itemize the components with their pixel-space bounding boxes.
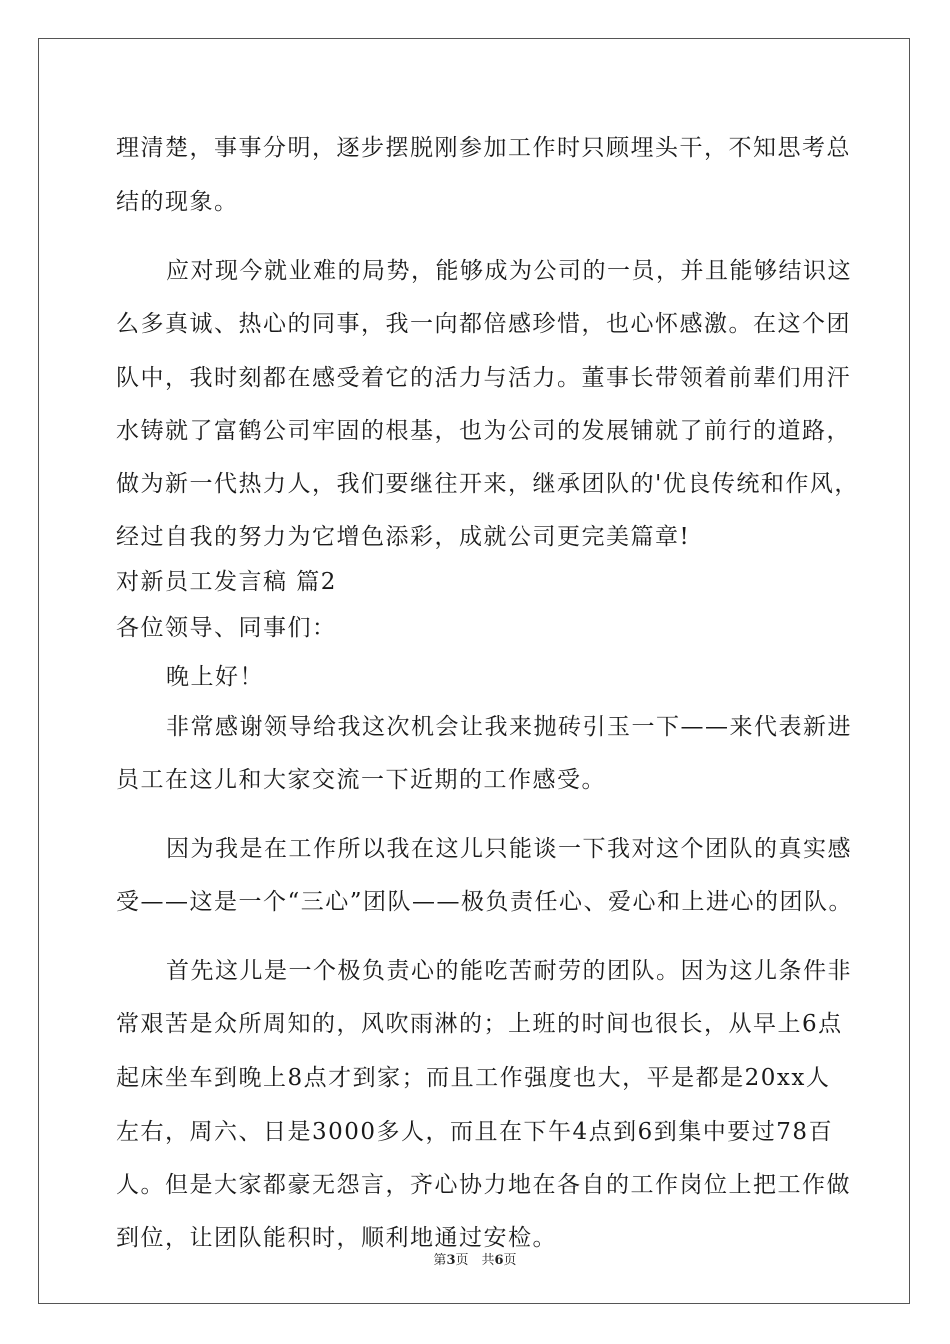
paragraph-line: 左右，周六、日是3000多人，而且在下午4点到6到集中要过78百 bbox=[116, 1119, 834, 1145]
current-page-number: 3 bbox=[446, 1253, 456, 1268]
paragraph-line: 起床坐车到晚上8点才到家；而且工作强度也大，平是都是20xx人 bbox=[116, 1065, 831, 1091]
paragraph-line: 因为我是在工作所以我在这儿只能谈一下我对这个团队的真实感 bbox=[166, 836, 852, 862]
paragraph-line: 队中，我时刻都在感受着它的活力与活力。董事长带领着前辈们用汗 bbox=[116, 365, 851, 391]
page-footer bbox=[0, 1249, 950, 1268]
footer-mid: 页 共 bbox=[455, 1253, 495, 1268]
paragraph-line: 受——这是一个“三心”团队——极负责任心、爱心和上进心的团队。 bbox=[116, 889, 854, 915]
paragraph-line: 首先这儿是一个极负责心的能吃苦耐劳的团队。因为这儿条件非 bbox=[166, 958, 852, 984]
paragraph-line: 人。但是大家都豪无怨言，齐心协力地在各自的工作岗位上把工作做 bbox=[116, 1172, 851, 1198]
paragraph-line: 常艰苦是众所周知的，风吹雨淋的；上班的时间也很长，从早上6点 bbox=[116, 1011, 843, 1037]
paragraph-line: 非常感谢领导给我这次机会让我来抛砖引玉一下——来代表新进 bbox=[166, 714, 852, 740]
paragraph-line: 员工在这儿和大家交流一下近期的工作感受。 bbox=[116, 767, 606, 793]
total-page-count: 6 bbox=[494, 1253, 504, 1268]
section-heading: 对新员工发言稿 篇2 bbox=[116, 569, 337, 595]
footer-prefix: 第 bbox=[433, 1253, 447, 1268]
document-body bbox=[116, 132, 859, 1254]
paragraph-line: 水铸就了富鹤公司牢固的根基，也为公司的发展铺就了前行的道路， bbox=[116, 418, 851, 444]
paragraph-line: 理清楚，事事分明，逐步摆脱刚参加工作时只顾埋头干，不知思考总 bbox=[116, 135, 851, 161]
paragraph-line: 到位，让团队能积时，顺利地通过安检。 bbox=[116, 1225, 557, 1251]
paragraph-line: 么多真诚、热心的同事，我一向都倍感珍惜，也心怀感激。在这个团 bbox=[116, 311, 851, 337]
paragraph-line: 结的现象。 bbox=[116, 189, 239, 215]
footer-suffix: 页 bbox=[503, 1253, 517, 1268]
salutation: 各位领导、同事们： bbox=[116, 615, 337, 641]
paragraph-line: 应对现今就业难的局势，能够成为公司的一员，并且能够结识这 bbox=[166, 258, 852, 284]
greeting: 晚上好！ bbox=[166, 664, 264, 690]
paragraph-line: 经过自我的努力为它增色添彩，成就公司更完美篇章! bbox=[116, 524, 691, 550]
paragraph-line: 做为新一代热力人，我们要继往开来，继承团队的'优良传统和作风， bbox=[116, 471, 859, 497]
